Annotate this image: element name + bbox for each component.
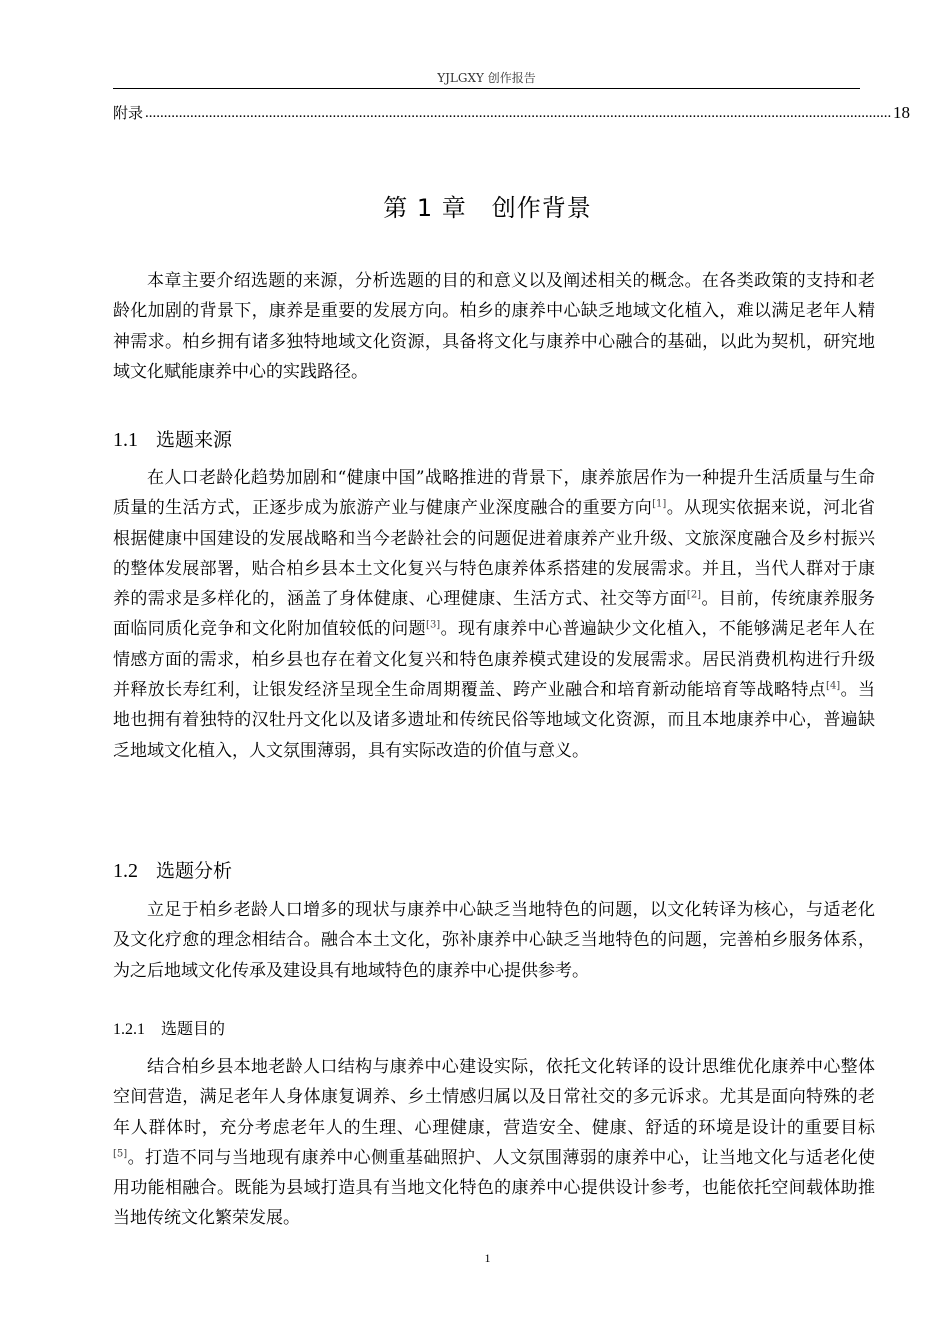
section-title: 选题分析: [156, 860, 233, 882]
text-run: 。打造不同与当地现有康养中心侧重基础照护、人文氛围薄弱的康养中心，让当地文化与适老化使用功能相融合。既能为县域打造具有当地文化特色的康养中心提供设计参考，也能依托空间载体助推当地传统文化繁荣发展。: [113, 1147, 875, 1229]
section-heading-1-2-1: [113, 1016, 225, 1039]
text-run: 。当地也拥有着独特的汉牡丹文化以及诸多遗址和传统民俗等地域文化资源，而且本地康养中心，普遍缺乏地域文化植入，人文氛围薄弱，具有实际改造的价值与意义。: [113, 680, 876, 761]
text-run: 在人口老龄化趋势加剧和“健康中国”战略推进的背景下，康养旅居作为一种提升生活质量与生命质量的生活方式，正逐步成为旅游产业与健康产业深度融合的重要方向: [113, 468, 875, 519]
page-number: 1: [484, 1251, 491, 1265]
chapter-intro-paragraph: 本章主要介绍选题的来源，分析选题的目的和意义以及阐述相关的概念。在各类政策的支持和老龄化加剧的背景下，康养是重要的发展方向。柏乡的康养中心缺乏地域文化植入，难以满足老年人精神需求。柏乡拥有诸多独特地域文化资源，具备将文化与康养中心融合的基础，以此为契机，研究地域文化赋能康养中心的实践路径。: [113, 271, 875, 382]
text-run: 。目前，传统康养服务面临同质化竞争和文化附加值较低的问题: [113, 589, 876, 640]
text-run: 。现有康养中心普遍缺少文化植入，不能够满足老年人在情感方面的需求，柏乡县也存在着文化复兴和特色康养模式建设的发展需求。居民消费机构进行升级并释放长寿红利，让银发经济呈现全生命周期覆盖、跨产业融合和培育新动能培育等战略特点: [113, 619, 876, 701]
section-heading-1-2: [113, 856, 232, 883]
text-run: 结合柏乡县本地老龄人口结构与康养中心建设实际，依托文化转译的设计思维优化康养中心整体空间营造，满足老年人身体康复调养、乡土情感归属以及日常社交的多元诉求。尤其是面向特殊的老年人群体时，充分考虑老年人的生理、心理健康，营造安全、健康、舒适的环境是设计的重要目标: [113, 1057, 875, 1138]
chapter-title: 第 1 章 创作背景: [383, 194, 592, 222]
section-title: 选题目的: [161, 1019, 226, 1038]
citation-ref-5[interactable]: [5]: [113, 1148, 128, 1160]
section-number: 1.1: [113, 429, 138, 451]
section-number: 1.2: [113, 860, 138, 882]
section-1-1-paragraph: [113, 463, 875, 766]
section-1-2-1-paragraph: [113, 1052, 875, 1234]
toc-entry-appendix[interactable]: [113, 102, 910, 124]
toc-page-number: 18: [893, 103, 910, 122]
section-number: 1.2.1: [113, 1021, 145, 1038]
citation-ref-1[interactable]: [1]: [652, 498, 667, 510]
citation-ref-4[interactable]: [4]: [826, 680, 841, 692]
running-header: YJLGXY 创作报告: [437, 71, 536, 85]
section-title: 选题来源: [156, 429, 233, 451]
toc-leader-dots: [145, 102, 891, 124]
section-heading-1-1: [113, 425, 232, 452]
citation-ref-3[interactable]: [3]: [426, 619, 441, 631]
toc-label: 附录: [113, 104, 144, 122]
section-1-2-paragraph: 立足于柏乡老龄人口增多的现状与康养中心缺乏当地特色的问题，以文化转译为核心，与适老化及文化疗愈的理念相结合。融合本土文化，弥补康养中心缺乏当地特色的问题，完善柏乡服务体系，为之后地域文化传承及建设具有地域特色的康养中心提供参考。: [113, 900, 875, 981]
citation-ref-2[interactable]: [2]: [686, 589, 702, 601]
text-run: 。从现实依据来说，河北省根据健康中国建设的发展战略和当今老龄社会的问题促进着康养产业升级、文旅深度融合及乡村振兴的整体发展部署，贴合柏乡县本土文化复兴与特色康养体系搭建的发展需求。并且，当代人群对于康养的需求是多样化的，涵盖了身体健康、心理健康、生活方式、社交等方面: [113, 498, 876, 610]
header-rule: [113, 88, 860, 89]
